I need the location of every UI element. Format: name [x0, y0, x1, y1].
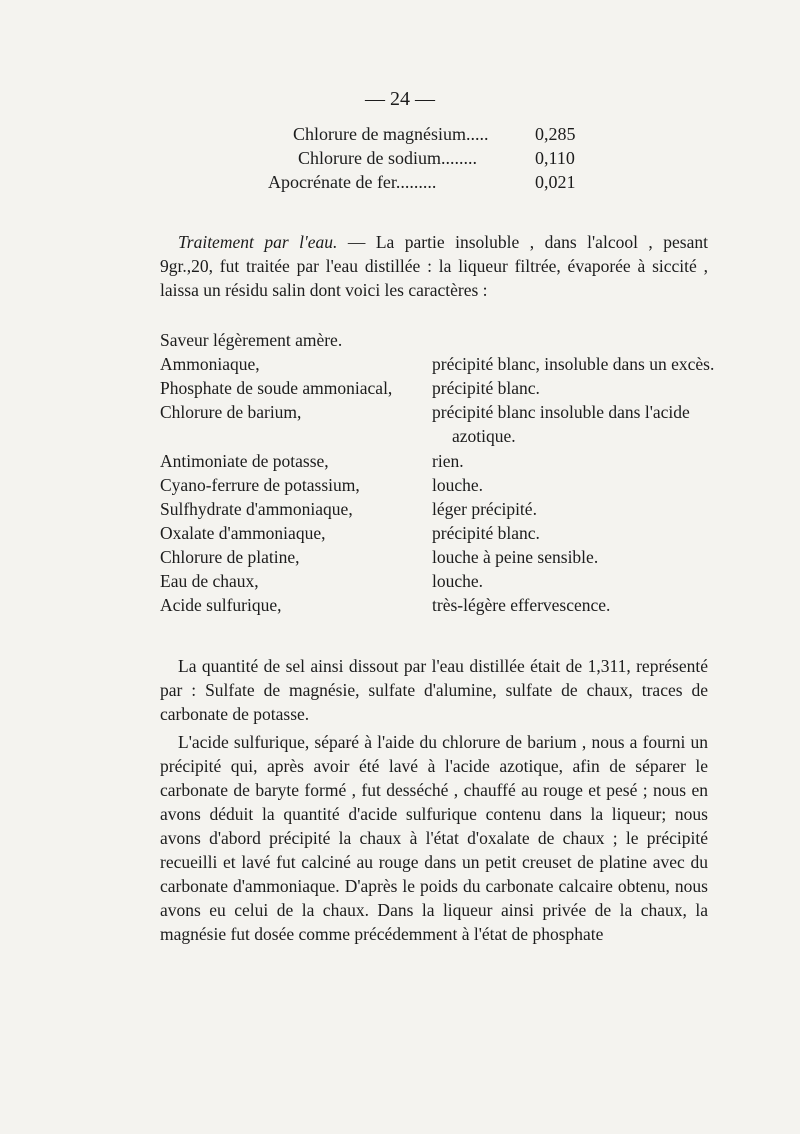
reagent-name: Cyano-ferrure de potassium, — [160, 475, 360, 495]
summary-label: Chlorure de magnésium..... — [293, 124, 489, 144]
reagent-result: précipité blanc. — [432, 523, 540, 543]
reagent-result: très-légère effervescence. — [432, 595, 611, 615]
reagent-result: louche à peine sensible. — [432, 547, 599, 567]
body-paragraph: La quantité de sel ainsi dissout par l'eau distillée était de 1,311, représenté par : Sulfate de magnésie, sulfate d'alumine, sulfate de chaux, traces de carbonate de potasse. — [160, 656, 708, 724]
body-text — [160, 654, 708, 946]
reagent-result: louche. — [432, 475, 484, 495]
section-line: 9gr.,20, fut traitée par l'eau distillée : la liqueur filtrée, évaporée à siccité , — [160, 256, 708, 276]
summary-label: Apocrénate de fer......... — [268, 172, 437, 192]
reagent-result: rien. — [432, 451, 464, 471]
section-line: La partie insoluble , dans l'alcool , pesant — [375, 232, 708, 252]
section-title: Traitement par l'eau. — [178, 232, 338, 252]
reagent-name: Acide sulfurique, — [160, 595, 282, 615]
reagent-result-continued: azotique. — [452, 426, 516, 446]
reagent-name: Phosphate de soude ammoniacal, — [160, 378, 393, 398]
summary-value: 0,021 — [535, 172, 576, 192]
section-paragraph — [160, 230, 708, 302]
reagent-name: Antimoniate de potasse, — [160, 451, 329, 471]
reagent-result: précipité blanc, insoluble dans un excès. — [432, 354, 715, 374]
summary-value: 0,110 — [535, 148, 575, 168]
reagent-name: Oxalate d'ammoniaque, — [160, 523, 326, 543]
reagent-name: Chlorure de barium, — [160, 402, 302, 422]
reagent-name: Chlorure de platine, — [160, 547, 300, 567]
reagent-result: louche. — [432, 571, 484, 591]
summary-label: Chlorure de sodium........ — [298, 148, 477, 168]
section-dash: — — [337, 232, 376, 252]
taste-line: Saveur légèrement amère. — [160, 330, 343, 350]
reagent-result: précipité blanc insoluble dans l'acide — [432, 402, 690, 422]
summary-value: 0,285 — [535, 124, 576, 144]
section-line: laissa un résidu salin dont voici les caractères : — [160, 280, 488, 300]
page-number: — 24 — — [365, 88, 435, 110]
reagent-result: léger précipité. — [432, 499, 537, 519]
reagent-name: Ammoniaque, — [160, 354, 260, 374]
reagent-result: précipité blanc. — [432, 378, 540, 398]
reagent-name: Sulfhydrate d'ammoniaque, — [160, 499, 353, 519]
reagent-name: Eau de chaux, — [160, 571, 259, 591]
body-paragraph: L'acide sulfurique, séparé à l'aide du chlorure de barium , nous a fourni un précipité qui, après avoir été lavé à l'acide azotique, afin de séparer le carbonate de baryte formé , fut desséché , chauffé au rouge et pesé ; nous en avons déduit la quantité d'acide sulfurique contenu dans la liqueur; nous avons d'abord précipité la chaux à l'état d'oxalate de chaux ; le précipité recueilli et lavé fut calciné au rouge dans un petit creuset de platine avec du carbonate d'ammoniaque. D'après le poids du carbonate calcaire obtenu, nous avons eu celui de la chaux. Dans la liqueur ainsi privée de la chaux, la magnésie fut dosée comme précédemment à l'état de phosphate — [160, 732, 708, 944]
